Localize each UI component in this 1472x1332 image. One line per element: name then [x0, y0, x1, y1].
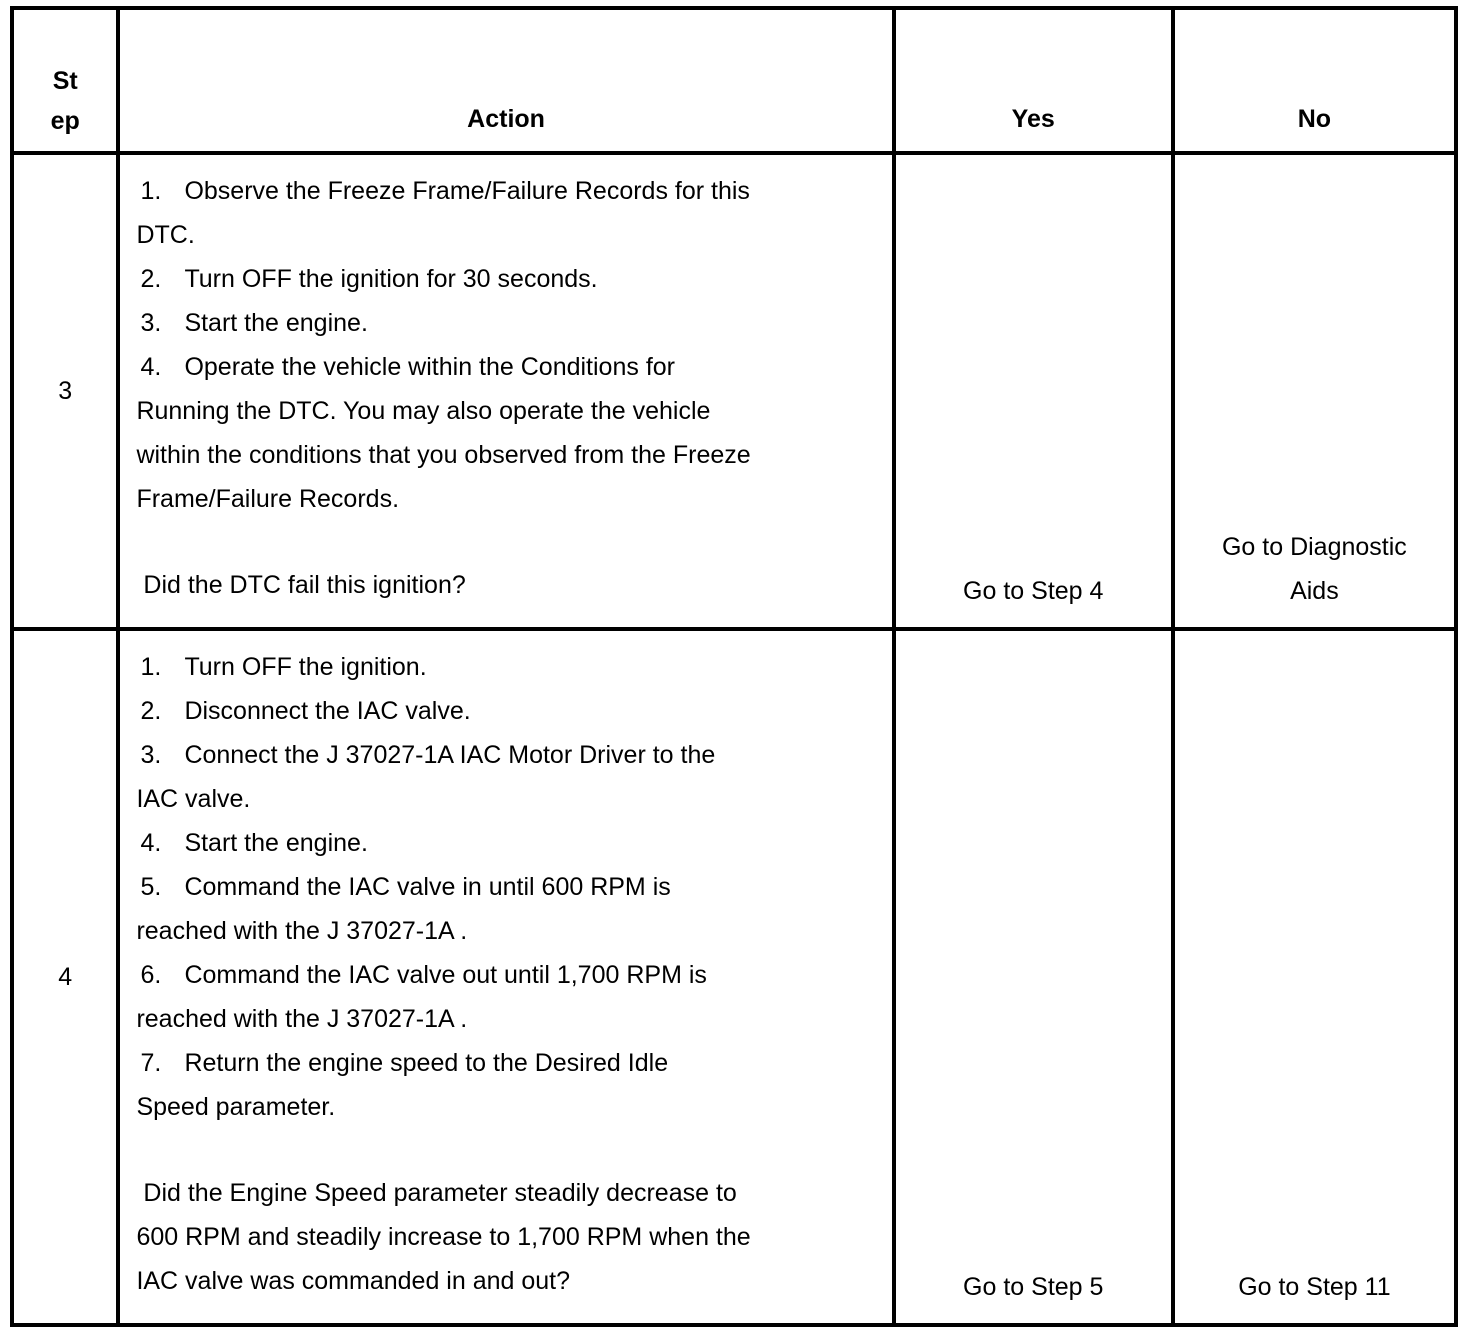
action-item-text: Start the engine. [184, 309, 368, 337]
step-number-cell: 4 [12, 629, 118, 1325]
action-item-number: 4. [140, 829, 162, 857]
action-item-continuation: Running the DTC. You may also operate the vehicle [136, 397, 711, 425]
action-item-text: Operate the vehicle within the Conditions for [184, 353, 675, 381]
action-item-text: Return the engine speed to the Desired Idle [184, 1049, 669, 1077]
action-list-item [136, 169, 875, 213]
action-item-number: 4. [140, 353, 162, 381]
step-header-line: ep [50, 107, 80, 135]
action-list-item [136, 301, 875, 345]
no-column-header: No [1173, 8, 1456, 153]
action-item-text: Command the IAC valve out until 1,700 RPM is [184, 961, 707, 989]
action-item-text: Turn OFF the ignition for 30 seconds. [184, 265, 598, 293]
action-item-number: 1. [140, 653, 162, 681]
action-list-item [136, 733, 875, 777]
action-cell [118, 153, 893, 629]
action-item-text: Disconnect the IAC valve. [184, 697, 471, 725]
action-item-continuation: Frame/Failure Records. [136, 485, 400, 513]
action-question [136, 563, 875, 607]
action-list-item [136, 1041, 875, 1085]
step-header-line: St [52, 67, 78, 95]
action-list-item [136, 345, 875, 389]
action-item-text: Command the IAC valve in until 600 RPM is [184, 873, 671, 901]
action-item-number: 5. [140, 873, 162, 901]
no-outcome-line: Go to Diagnostic [1221, 533, 1407, 561]
action-question-line: Did the DTC fail this ignition? [136, 571, 466, 599]
action-question [136, 1171, 875, 1303]
action-list-item [136, 865, 875, 909]
action-item-continuation: Speed parameter. [136, 1093, 336, 1121]
action-list-item [136, 645, 875, 689]
no-outcome-line: Aids [1290, 577, 1339, 605]
action-item-number: 1. [140, 177, 162, 205]
action-item-continuation: reached with the J 37027-1A . [136, 1005, 468, 1033]
action-item-number: 2. [140, 697, 162, 725]
action-question-line: 600 RPM and steadily increase to 1,700 RPM when the [136, 1223, 751, 1251]
action-item-continuation: IAC valve. [136, 785, 251, 813]
yes-column-header: Yes [894, 8, 1173, 153]
action-column-header: Action [118, 8, 893, 153]
table-row [12, 629, 1456, 1325]
action-list-item [136, 953, 875, 997]
yes-outcome-cell: Go to Step 4 [894, 153, 1173, 629]
action-question-line: Did the Engine Speed parameter steadily decrease to [136, 1179, 737, 1207]
action-item-continuation: DTC. [136, 221, 195, 249]
yes-outcome-cell: Go to Step 5 [894, 629, 1173, 1325]
action-item-text: Start the engine. [184, 829, 368, 857]
action-question-line: IAC valve was commanded in and out? [136, 1267, 571, 1295]
action-item-number: 3. [140, 309, 162, 337]
action-item-text: Connect the J 37027-1A IAC Motor Driver to the [184, 741, 716, 769]
action-item-number: 2. [140, 265, 162, 293]
action-item-text: Observe the Freeze Frame/Failure Records for this [184, 177, 750, 205]
step-number-cell: 3 [12, 153, 118, 629]
action-list-item [136, 689, 875, 733]
table-header-row [12, 8, 1456, 153]
action-item-continuation: reached with the J 37027-1A . [136, 917, 468, 945]
action-cell [118, 629, 893, 1325]
action-item-continuation: within the conditions that you observed from the Freeze [136, 441, 751, 469]
action-item-number: 6. [140, 961, 162, 989]
action-item-number: 3. [140, 741, 162, 769]
diagnostic-table [10, 6, 1458, 1327]
action-list-item [136, 257, 875, 301]
no-outcome-cell [1173, 629, 1456, 1325]
table-row [12, 153, 1456, 629]
action-item-text: Turn OFF the ignition. [184, 653, 427, 681]
no-outcome-line: Go to Step 11 [1238, 1273, 1391, 1301]
no-outcome-cell [1173, 153, 1456, 629]
diagnostic-table-wrapper [10, 6, 1458, 1328]
step-column-header [12, 8, 118, 153]
action-item-number: 7. [140, 1049, 162, 1077]
action-list-item [136, 821, 875, 865]
